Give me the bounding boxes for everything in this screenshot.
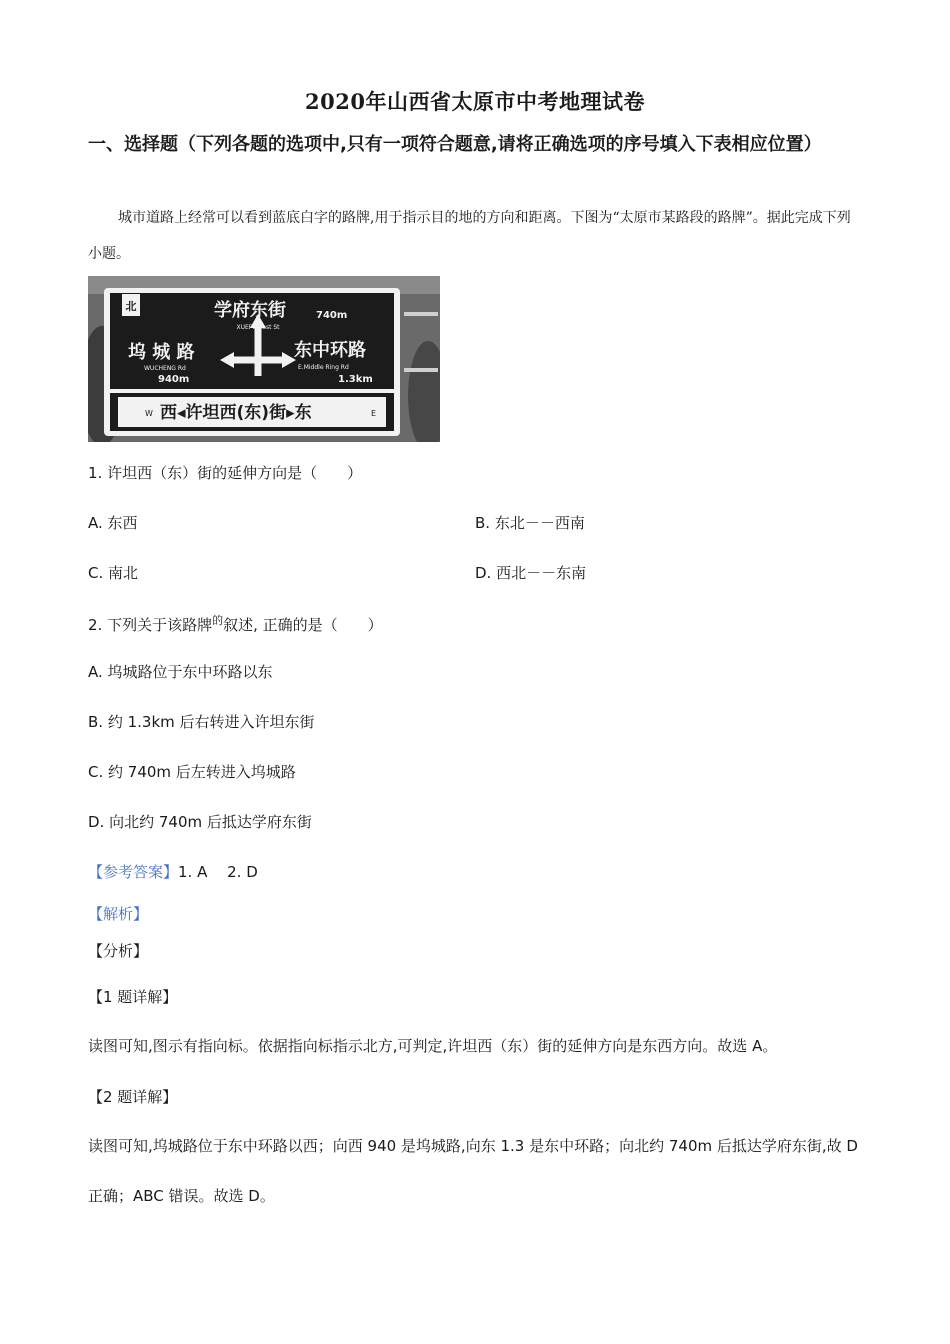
detail-1-text: 读图可知,图示有指向标。依据指向标指示北方,可判定,许坦西（东）街的延伸方向是东西方向。故选 A。	[88, 1037, 778, 1055]
q1-option-b: B. 东北－－西南	[475, 514, 585, 532]
sign-west-letter: W	[145, 409, 153, 418]
question-2-stem	[88, 612, 383, 635]
sign-right-road: 东中环路	[294, 340, 366, 361]
page-title: 2020年山西省太原市中考地理试卷	[305, 89, 645, 114]
analysis-heading: 【分析】	[88, 942, 149, 960]
road-sign-illustration	[88, 276, 440, 442]
detail-2-label: 【2 题详解】	[88, 1088, 178, 1106]
q2-stem-sup: 的	[212, 614, 224, 627]
detail-2-text: 读图可知,坞城路位于东中环路以西；向西 940 是坞城路,向东 1.3 是东中环路；向北约 740m 后抵达学府东街,故 D 正确；ABC 错误。故选 D。	[88, 1137, 858, 1205]
detail-1-label: 【1 题详解】	[88, 988, 178, 1006]
q1-option-c: C. 南北	[88, 564, 139, 582]
q2-option-d: D. 向北约 740m 后抵达学府东街	[88, 813, 312, 831]
question-1-stem: 1. 许坦西（东）街的延伸方向是（ ）	[88, 464, 363, 482]
sign-bottom-road: 西◂许坦西(东)街▸东	[160, 403, 312, 423]
q2-option-b: B. 约 1.3km 后右转进入许坦东街	[88, 713, 315, 731]
sign-right-distance: 1.3km	[338, 374, 373, 385]
section-heading: 一、选择题（下列各题的选项中,只有一项符合题意,请将正确选项的序号填入下表相应位置）	[88, 134, 822, 155]
q2-stem-pre: 2. 下列关于该路牌	[88, 616, 213, 634]
intro-paragraph: 城市道路上经常可以看到蓝底白字的路牌,用于指示目的地的方向和距离。下图为“太原市某路段的路牌”。据此完成下列小题。	[88, 210, 851, 262]
q2-option-a: A. 坞城路位于东中环路以东	[88, 663, 273, 681]
answer-text: 1. A 2. D	[178, 863, 258, 881]
sign-left-distance: 940m	[158, 374, 190, 385]
sign-right-road-en: E.Middle Ring Rd	[298, 364, 349, 371]
sign-east-letter: E	[371, 409, 377, 418]
road-sign-photo	[88, 276, 440, 442]
analysis-label: 【解析】	[88, 905, 149, 923]
sign-top-distance: 740m	[316, 310, 348, 321]
sign-left-road: 坞 城 路	[128, 342, 195, 363]
answer-line	[88, 861, 258, 882]
q1-option-d: D. 西北－－东南	[475, 564, 587, 582]
q2-stem-post: 叙述, 正确的是（ ）	[223, 616, 383, 634]
q1-option-a: A. 东西	[88, 514, 138, 532]
answer-label: 【参考答案】	[88, 863, 179, 881]
sign-top-road: 学府东街	[214, 300, 286, 321]
sign-left-road-en: WUCHENG Rd	[144, 365, 186, 372]
sign-top-road-en: XUEFU East St	[236, 324, 280, 331]
q2-option-c: C. 约 740m 后左转进入坞城路	[88, 763, 296, 781]
sign-north-mark: 北	[125, 300, 137, 313]
